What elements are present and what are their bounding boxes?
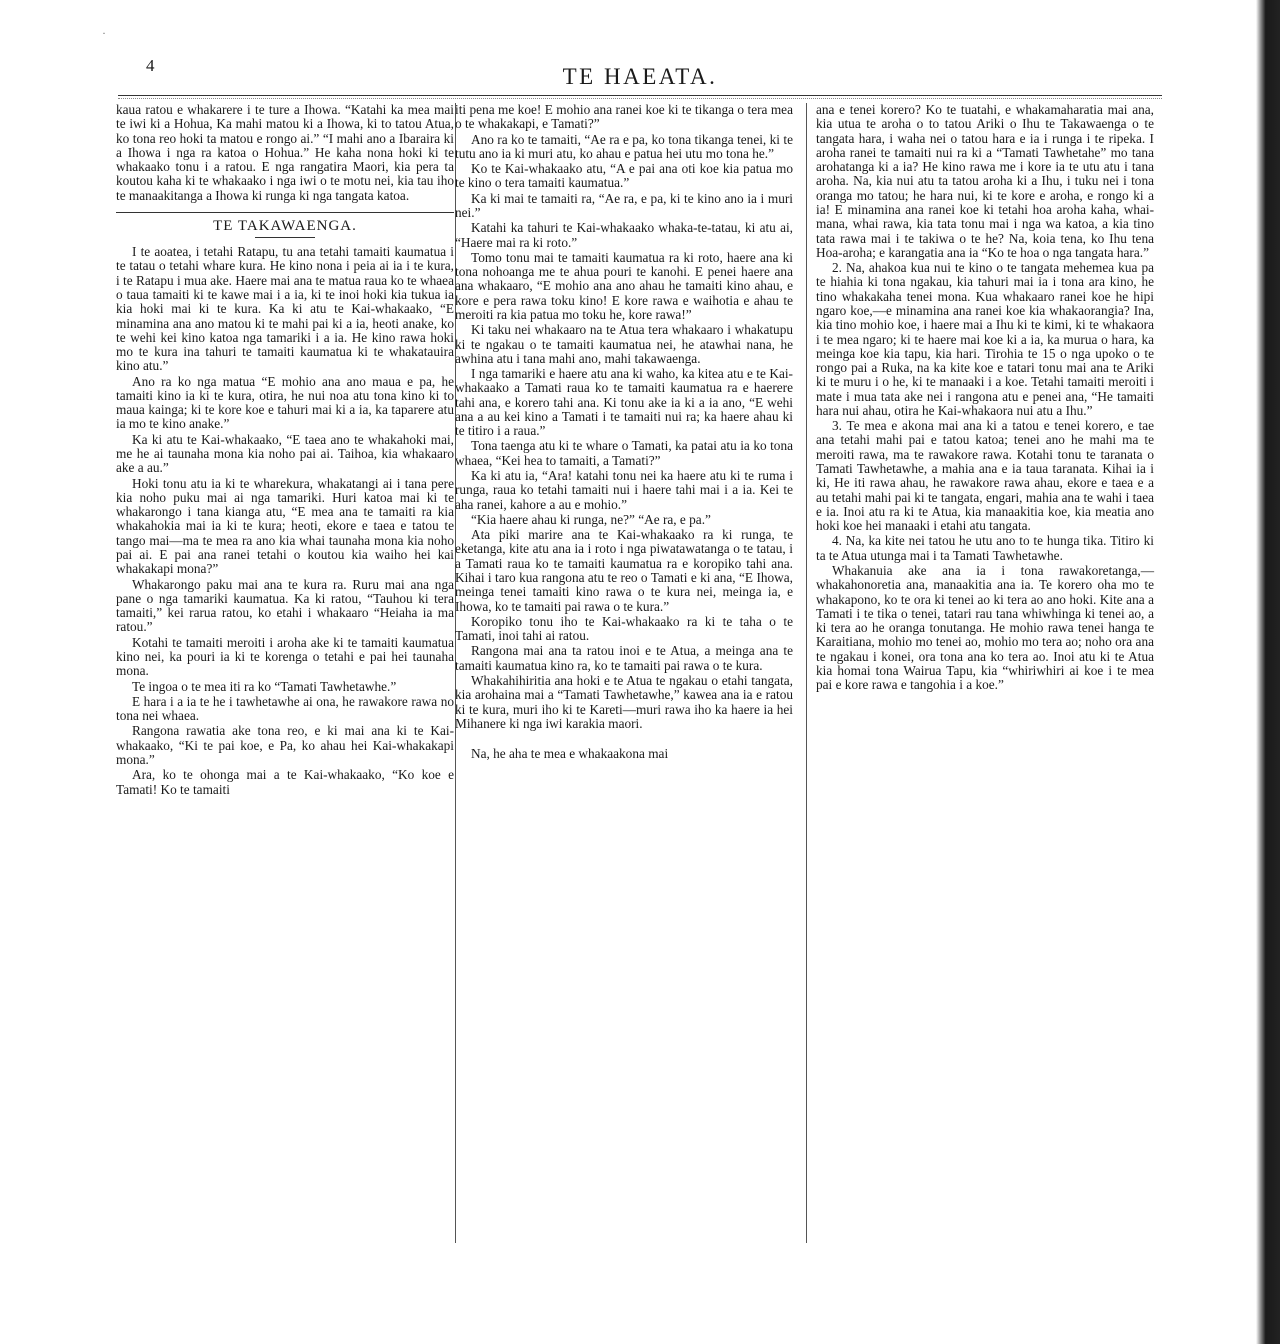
paragraph: Ata piki marire ana te Kai-whakaako ra ki runga, te eketanga, kite atu ana ia i roto i nga piwatawatanga o te tatau, i a Tamati raua ko te tamaiti kaumatua ra e koropiko tahi ana. Kihai i taro kua rangona atu te reo o Tamati e ki ana, “E Ihowa, meinga tenei tamaiti kino rawa o te kura nei, meinga ia, e Ihowa, ko te tamaiti pai rawa o te kura.” xyxy=(455,527,793,614)
story-body xyxy=(116,245,454,797)
newspaper-masthead: TE HAEATA. xyxy=(562,64,718,89)
paragraph: Ka ki atu ia, “Ara! katahi tonu nei ka haere atu ki te ruma i runga, raua ko tetahi tamaiti nui i haere tahi mai i a ia. Kei te aha ranei, kahore a au e mohio.” xyxy=(455,468,793,512)
paragraph: Ka ki atu te Kai-whakaako, “E taea ano te whakahoki mai, me he ai taunaha mona kia noho pai ai. Taihoa, kia whakaaro ake a au.” xyxy=(116,431,454,476)
paragraph: “Kia haere ahau ki runga, ne?” “Ae ra, e pa.” xyxy=(471,511,711,527)
paragraph: Ano ra ko te tamaiti, “Ae ra e pa, ko tona tikanga tenei, ki te tutu ano ia ki muri atu, ko ahau e patua hei utu mo tona he.” xyxy=(455,131,793,161)
paragraph: iti pena me koe! E mohio ana ranei koe ki te tikanga o tera mea o te whakakapi, e Tamati?” xyxy=(455,102,793,132)
paragraph: 3. Te mea e akona mai ana ki a tatou e tenei korero, e tae ana tetahi mahi pai e tatou katoa; tenei ano he mahi ma te meroiti rawa, ma te rawakore rawa. Kotahi tonu te taranata o Tamati Tawhetawhe, a mahia ana e ia taua taranata. Kihai ia i ki, He iti rawa ahau, he rawakore rawa ahau, ekore e taea e a au tetahi mahi pai ki te tangata, engari, mahia ana te wahi i taea e ia. Inoi atu ra ki te Atua, kia manaakitia koe, kia meatia ano hoki koe hei manaaki i etahi atu tangata. xyxy=(816,418,1154,534)
paragraph: Ka ki mai te tamaiti ra, “Ae ra, e pa, ki te kino ano ia i muri nei.” xyxy=(455,190,793,220)
paragraph: Tona taenga atu ki te whare o Tamati, ka patai atu ia ko tona whaea, “Kei hea to tamaiti, a Tamati?” xyxy=(455,438,793,468)
paragraph: Whakahihiritia ana hoki e te Atua te ngakau o etahi tangata, kia arohaina mai a “Tamati Tawhetawhe,” kawea ana ia e ratou ki te kura, muri iho ki te Kareti—muri rawa iho ka haere ia hei Mihanere ki nga iwi karakia maori. xyxy=(455,672,793,731)
column-1 xyxy=(116,103,454,798)
paragraph: I te aoatea, i tetahi Ratapu, tu ana tetahi tamaiti kaumatua i te tatau o tetahi whare kura. He kino nona i peia ai ia i te kura, i te Ratapu i mua ake. Haere mai ana te matua raua ko te whaea o taua tamaiti ki te kawe mai i a ia, ki te inoi hoki kia tukua ia kia hoki mai ki te kura. Ka ki atu te Kai-whakaako, “E minamina ana ano matou ki te mahi pai ki a ia, heoti anake, ko te wehi kei kino katoa nga tamariki i a ia. He kino rawa hoki mo te kura ina tahuri te tamaiti kaumatua ki te whakatauira kino atu.” xyxy=(116,244,454,374)
paragraph: Ara, ko te ohonga mai a te Kai-whakaako, “Ko koe e Tamati! Ko te tamaiti xyxy=(116,767,454,797)
article-continuation: kaua ratou e whakarere i te ture a Ihowa. “Katahi ka mea mai te iwi ki a Hohua, Ka mahi matou ki a Ihowa, ki to tatou Atua, ko tona reo hoki ta matou e rongo ai.” “I mahi ano a Ibaraira ki a Ihowa i nga ra katoa o Hohua.” He kaha nona hoki ki te whakaako tonu i a ratou. E nga rangatira Maori, kia pera ta koutou kaha ki te whakaako i nga iwi o te motu nei, kia tau iho te manaakitanga a Ihowa ki runga ki nga tangata katoa. xyxy=(116,102,454,203)
paragraph: I nga tamariki e haere atu ana ki waho, ka kitea atu e te Kai-whakaako a Tamati raua ko te tamaiti kaumatua ra e haerere tahi ana, e korero tahi ana. Ki tonu ake ia ki a ia ano, “E wehi ana a au kei kino a Tamati i te tamaiti nui ra; ka haere ahau ki te titiro i a raua.” xyxy=(455,366,793,439)
paragraph: Rangona mai ana ta ratou inoi e te Atua, a meinga ana te tamaiti kaumatua kino ra, ko te tamaiti pai rawa o te kura. xyxy=(455,643,793,673)
paragraph: Te ingoa o te mea iti ra ko “Tamati Tawhetawhe.” xyxy=(132,678,397,694)
paragraph: Whakarongo paku mai ana te kura ra. Ruru mai ana nga pane o nga tamariki kaumatua. Ka ki ratou, “Tauhou ki tera tamaiti,” kei rarua ratou, ko etahi i whakaaro “Heiaha ia ma ratou.” xyxy=(116,576,454,635)
paragraph: Hoki tonu atu ia ki te wharekura, whakatangi ai i tana pere kia noho puku mai ai nga tamariki. Huri katoa mai ki te whakarongo i tana kianga atu, “E mea ana te tamaiti ra kia whakahokia mai ia ki te kura; heoti, ekore e taea e tatou te tango mai—ma te mea ra ano kia whai taunaha mona kia noho pai ai. E pai ana ranei tetahi o koutou kia waiho hei kai whakakapi mona?” xyxy=(116,475,454,577)
column-3-body xyxy=(816,103,1154,693)
paragraph: ana e tenei korero? Ko te tuatahi, e whakamaharatia mai ana, kia utua te aroha o to tatou Ariki o Ihu te Takawaenga o te tangata hara, i waha nei o tatou hara e ia i runga i te ripeka. I aroha ranei te tamaiti nui ra ki a “Tamati Tawhetahe” mo tana arohatanga ki a ia? He kino rawa me i kore ia te utu atu i tana aroha. Na, kia nui atu ta tatou aroha ki a Ihu, i tuku nei i tona oranga mo tatou; he hara nui, ki te kore e aroha, e rongo ki a ia! E minamina ana ranei koe ki tetahi hoa aroha kaha, whai-mana, whai rawa, kia tata tonu mai i nga wa katoa, a kia tino tata rawa mai i te takiwa o te he? Na, koia tena, ko Ihu tena Hoa-aroha; e karangatia ana ia “Ko te hoa o nga tangata hara.” xyxy=(816,102,1154,260)
column-3 xyxy=(816,103,1154,694)
paragraph: E hara i a ia te he i tawhetawhe ai ona, he rawakore rawa no tona nei whaea. xyxy=(116,693,454,724)
column-2-body xyxy=(455,103,793,731)
closing-line: Na, he aha te mea e whakaakona mai xyxy=(471,746,669,762)
paragraph: Ko te Kai-whakaako atu, “A e pai ana oti koe kia patua mo te kino o tera tamaiti kaumatua.” xyxy=(455,161,793,191)
paragraph: Ki taku nei whakaaro na te Atua tera whakaaro i whakatupu ki te ngakau o te tamaiti kaumatua nei, he atawhai nana, he awhina atu i tana mahi ano, mahi takawaenga. xyxy=(455,322,793,366)
paragraph: Whakanuia ake ana ia i tona rawakoretanga,—whakahonoretia ana, manaakitia ana ia. Te korero oha mo te whakapono, ko te ora ki tenei ao ki tera ao ano hoki. Kite ana a Tamati i te tika o tenei, tatari rau tana whiwhinga ki tenei ao, a ki tera ao he oranga tonutanga. He mohio rawa tenei hanga te Karaitiana, mohio mo tenei ao, mohio mo tera ao; noho ora ana te ngakau i konei, ora tona ana ko tera ao. Inoi atu ki te Atua kia homai tona Wairua Tapu, kia “whiriwhiri ai koe i te mea pai e kore rawa e tangohia i a koe.” xyxy=(816,563,1154,693)
paragraph: Kotahi te tamaiti meroiti i aroha ake ki te tamaiti kaumatua kino nei, ka pouri ia ki te korenga o tetahi e pai hei taunaha mona. xyxy=(116,634,454,679)
paragraph: Tomo tonu mai te tamaiti kaumatua ra ki roto, haere ana ki tona nohoanga me te ahua pouri te kanohi. E penei haere ana ana whakaaro, “E mohio ana ano ahau he tamaiti kino ahau, e kore e pera rawa toku kino! E kore rawa e waihotia e ahau te meroiti ra kia patua mo toku he, kore rawa!” xyxy=(455,249,793,322)
title-underline xyxy=(255,237,315,238)
header-rule xyxy=(118,95,1162,96)
header-rule-dotted xyxy=(118,98,1162,99)
paragraph: Koropiko tonu iho te Kai-whakaako ra ki te taha o te Tamati, inoi tahi ai ratou. xyxy=(455,613,793,644)
paragraph: Katahi ka tahuri te Kai-whakaako whaka-te-tatau, ki atu ai, “Haere mai ra ki roto.” xyxy=(455,220,793,250)
paragraph: Rangona rawatia ake tona reo, e ki mai ana ki te Kai-whakaako, “Ki te pai koe, e Pa, ko ahau hei Kai-whakakapi mona.” xyxy=(116,723,454,767)
section-title: TE TAKAWAENGA. xyxy=(213,217,357,234)
column-2 xyxy=(455,103,793,762)
paragraph: 4. Na, ka kite nei tatou he utu ano to te hunga tika. Titiro ki ta te Atua utunga mai i ta Tamati Tawhetawhe. xyxy=(816,533,1154,563)
paragraph: Ano ra ko nga matua “E mohio ana ano maua e pa, he tamaiti kino ia ki te kura, otira, he nui noa atu tona kino ki to maua kainga; ki te kore koe e tahuri mai ki a ia, ka taparere atu ia mo te kino anake.” xyxy=(116,373,454,432)
page-number: 4 xyxy=(146,56,155,75)
paragraph: 2. Na, ahakoa kua nui te kino o te tangata mehemea kua pa te hiahia ki tona ngakau, kia tahuri mai ia i tona ara kino, he tino whakakaha tenei mona. Kua whakaaro ranei koe he hipi ngaro koe,—e minamina ana ranei koe kia whakaorangia? Ina, kia tino mohio koe, i haere mai a Ihu ki te kimi, ki te whakaora i te mea ngaro; ki te haere mai koe ki a ia, ka murua o hara, ka meinga koe kia tapu, kia hari. Tirohia te 15 o nga upoko o te rongo pai a Ruka, na ka kite koe e tatari tonu mai ana te Ariki ki te muru i o he, ki te manaaki i a koe. Tetahi tamaiti meroiti i mate i mua tata ake nei i rangona atu e penei ana, “He tamaiti hara nui ahau, otira he Kai-whakaora nui atu a Ihu.” xyxy=(816,260,1154,418)
column-divider-2 xyxy=(806,103,807,1243)
scan-binding-edge xyxy=(1256,0,1280,1344)
scan-speck: · xyxy=(102,26,106,40)
section-rule xyxy=(116,212,454,213)
